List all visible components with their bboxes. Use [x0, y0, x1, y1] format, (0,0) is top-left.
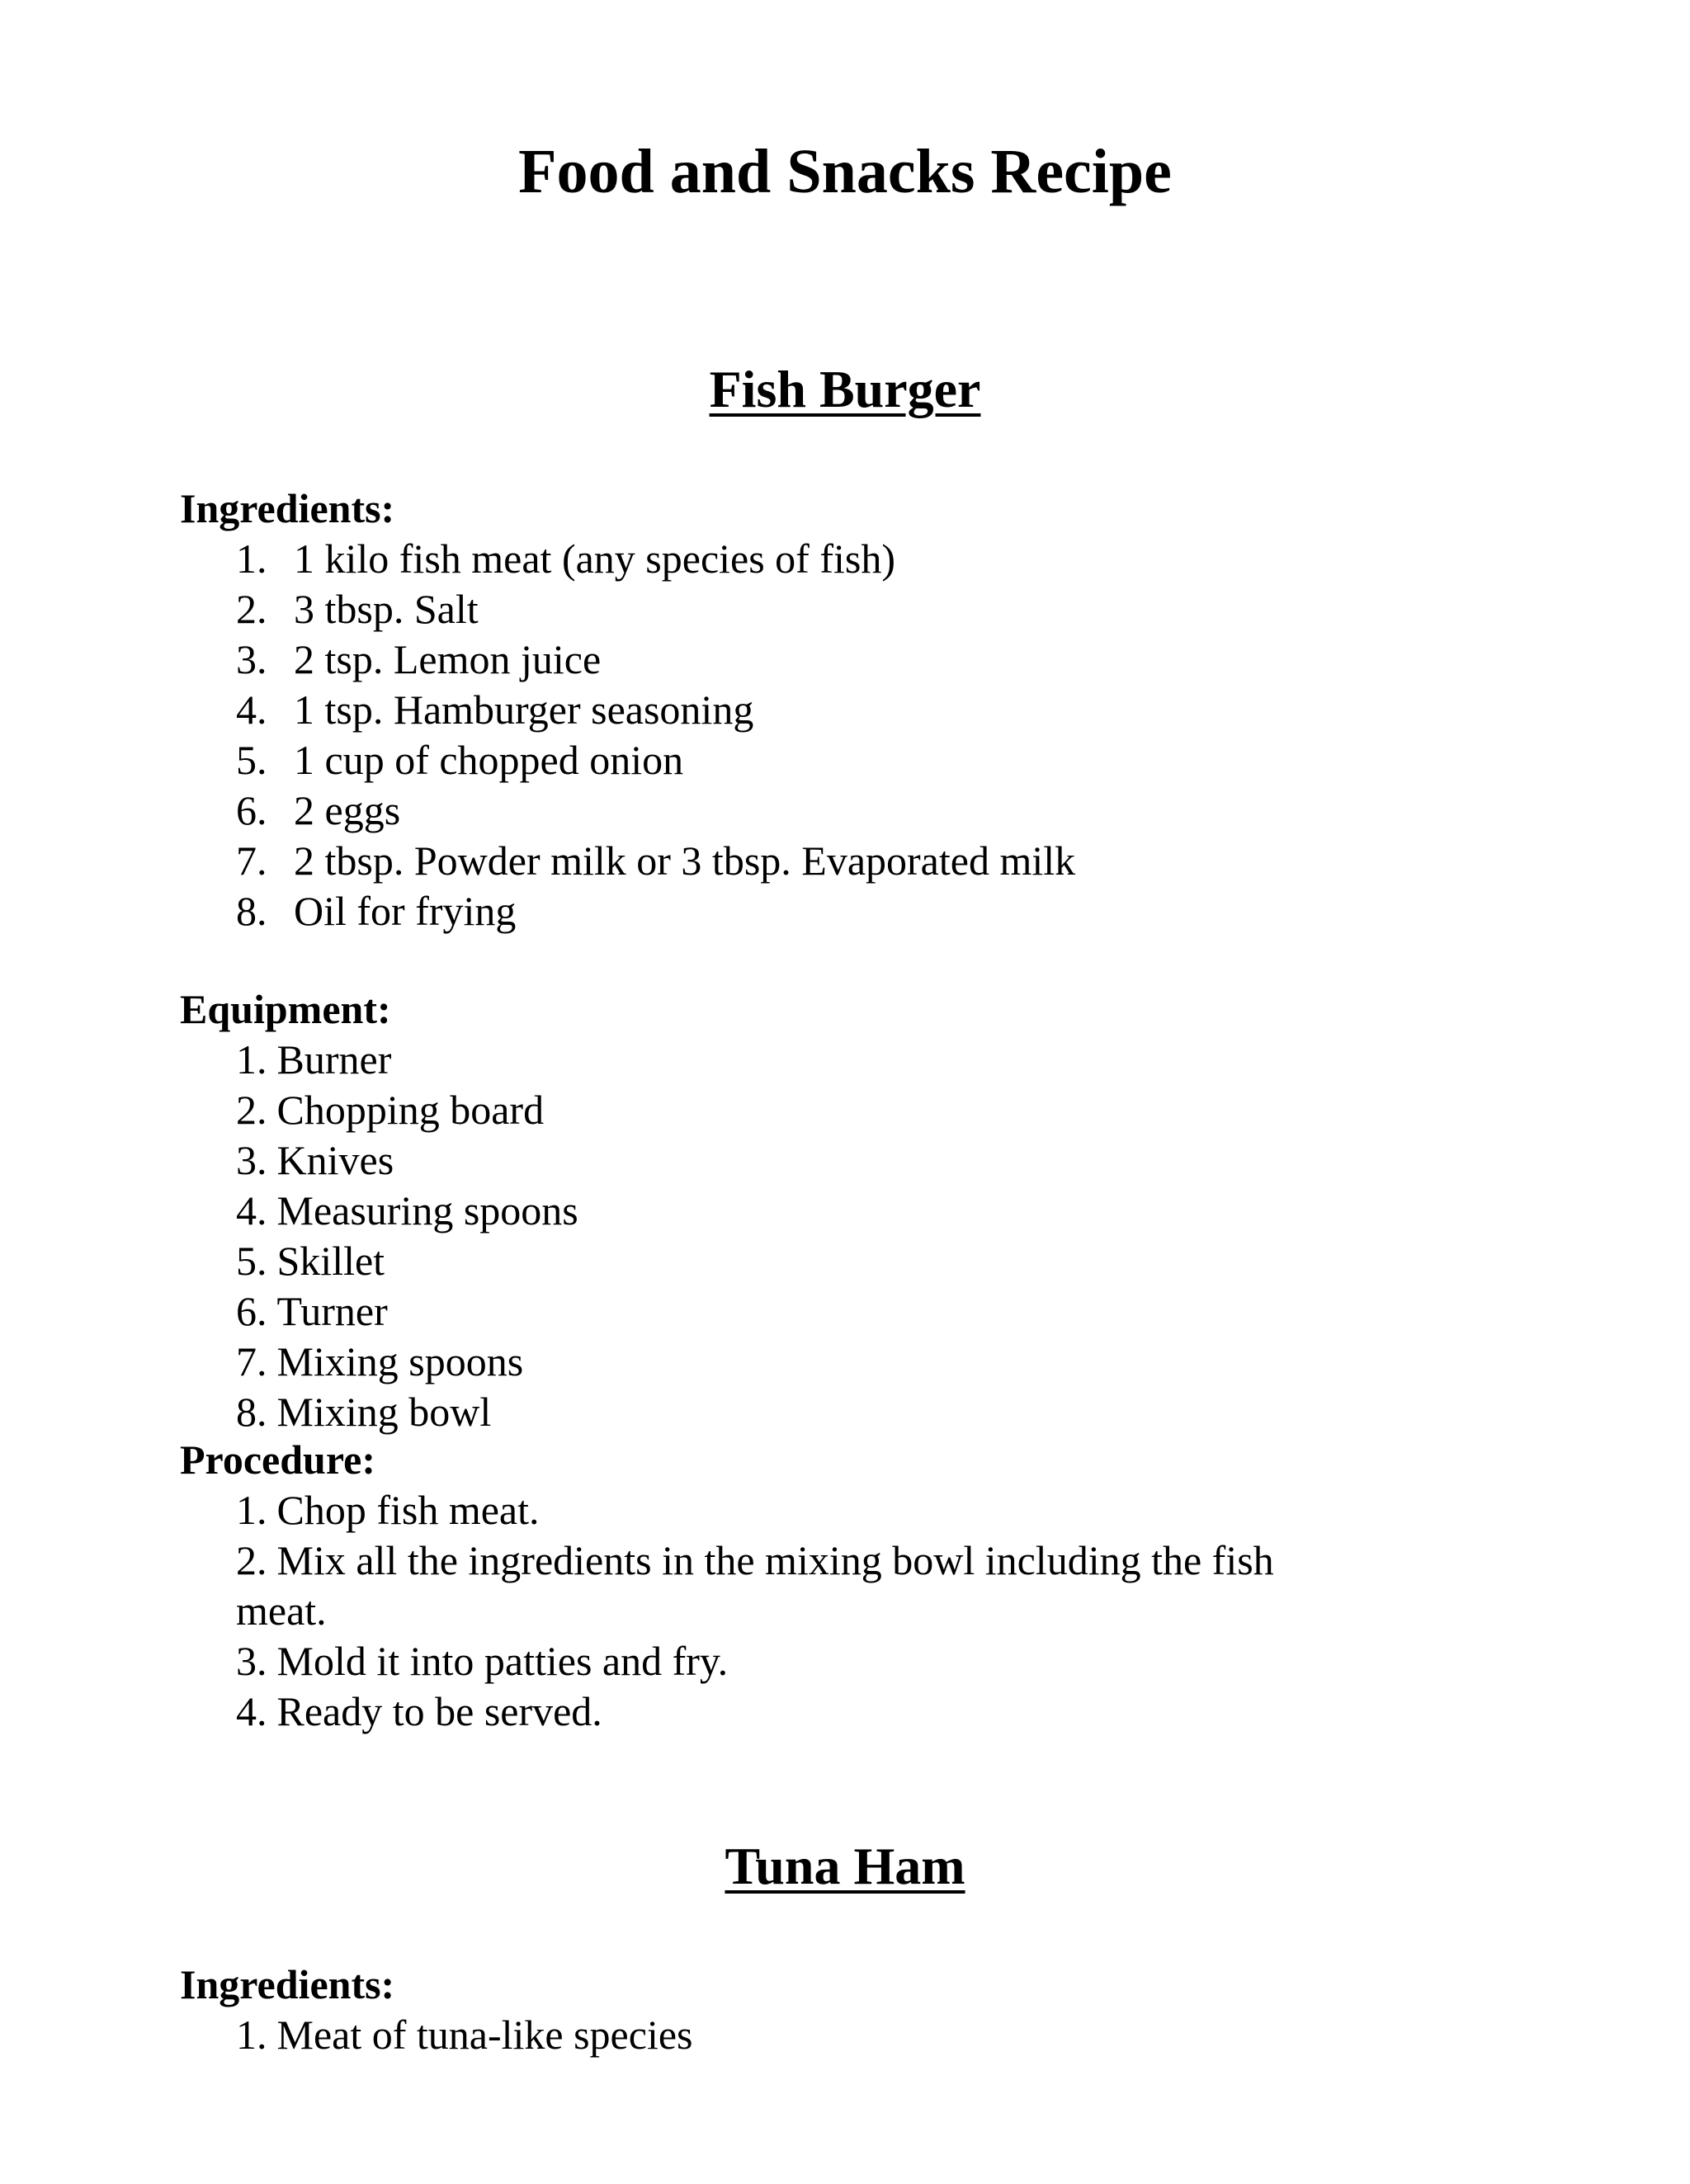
- item-number: 2.: [236, 586, 267, 632]
- list-item: [236, 685, 1075, 735]
- ingredients-list: [236, 2010, 1391, 2060]
- list-item: [236, 1085, 1391, 1135]
- list-item: [236, 534, 1075, 584]
- list-item: [236, 1485, 1391, 1535]
- item-number: 3.: [236, 636, 267, 682]
- item-text: 2 eggs: [294, 787, 401, 833]
- item-number: 1.: [236, 2012, 267, 2058]
- item-text: Mold it into patties and fry.: [276, 1638, 729, 1684]
- item-text: Mix all the ingredients in the mixing bowl including the fish meat.: [236, 1537, 1274, 1634]
- list-item: [236, 785, 1075, 836]
- item-number: 1.: [236, 535, 267, 582]
- item-text: Ready to be served.: [276, 1688, 602, 1734]
- list-item: [236, 1135, 1391, 1186]
- item-number: 3.: [236, 1137, 267, 1183]
- equipment-list: [236, 1035, 1391, 1437]
- item-text: Mixing spoons: [276, 1338, 524, 1384]
- item-number: 8.: [236, 1389, 267, 1435]
- list-item: [236, 836, 1075, 886]
- item-number: 8.: [236, 888, 267, 934]
- list-item: [236, 1686, 1391, 1737]
- list-item: [236, 1387, 1391, 1437]
- list-item: [236, 886, 1075, 936]
- procedure-heading: Procedure:: [180, 1436, 375, 1483]
- recipe-title-fish-burger: Fish Burger: [709, 360, 981, 418]
- equipment-heading: Equipment:: [180, 986, 391, 1032]
- recipe-title-tuna-ham: Tuna Ham: [725, 1837, 965, 1895]
- item-text: 1 cup of chopped onion: [294, 737, 684, 783]
- item-text: Oil for frying: [294, 888, 517, 934]
- ingredients-heading: Ingredients:: [180, 1961, 395, 2007]
- item-number: 5.: [236, 737, 267, 783]
- list-item: [236, 1286, 1391, 1337]
- item-text: Skillet: [276, 1238, 385, 1284]
- item-text: 2 tbsp. Powder milk or 3 tbsp. Evaporated milk: [294, 837, 1076, 884]
- list-item: [236, 2010, 1391, 2060]
- item-text: Turner: [276, 1288, 388, 1334]
- list-item: [236, 1186, 1391, 1236]
- item-number: 7.: [236, 1338, 267, 1384]
- list-item: [236, 1636, 1391, 1686]
- list-item: [236, 735, 1075, 785]
- item-number: 2.: [236, 1537, 267, 1583]
- item-text: 1 tsp. Hamburger seasoning: [294, 686, 754, 733]
- list-item: [180, 1535, 1358, 1636]
- item-number: 7.: [236, 837, 267, 884]
- item-text: 1 kilo fish meat (any species of fish): [294, 535, 895, 582]
- ingredients-list: [236, 534, 1075, 936]
- item-text: Meat of tuna-like species: [276, 2012, 693, 2058]
- item-number: 4.: [236, 686, 267, 733]
- item-number: 4.: [236, 1688, 267, 1734]
- item-number: 3.: [236, 1638, 267, 1684]
- list-item: [236, 1337, 1391, 1387]
- procedure-list: [236, 1485, 1391, 1737]
- item-number: 1.: [236, 1036, 267, 1083]
- item-text: Measuring spoons: [276, 1187, 578, 1234]
- list-item: [236, 1035, 1391, 1085]
- document-title: Food and Snacks Recipe: [518, 137, 1172, 206]
- item-text: Knives: [276, 1137, 394, 1183]
- item-text: 2 tsp. Lemon juice: [294, 636, 602, 682]
- item-text: Burner: [276, 1036, 392, 1083]
- item-number: 1.: [236, 1487, 267, 1533]
- item-number: 5.: [236, 1238, 267, 1284]
- item-number: 6.: [236, 1288, 267, 1334]
- item-number: 2.: [236, 1087, 267, 1133]
- item-number: 4.: [236, 1187, 267, 1234]
- item-text: 3 tbsp. Salt: [294, 586, 479, 632]
- list-item: [236, 584, 1075, 634]
- item-text: Chop fish meat.: [276, 1487, 540, 1533]
- item-number: 6.: [236, 787, 267, 833]
- list-item: [236, 634, 1075, 685]
- item-text: Mixing bowl: [276, 1389, 492, 1435]
- list-item: [236, 1236, 1391, 1286]
- item-text: Chopping board: [276, 1087, 545, 1133]
- ingredients-heading: Ingredients:: [180, 485, 395, 531]
